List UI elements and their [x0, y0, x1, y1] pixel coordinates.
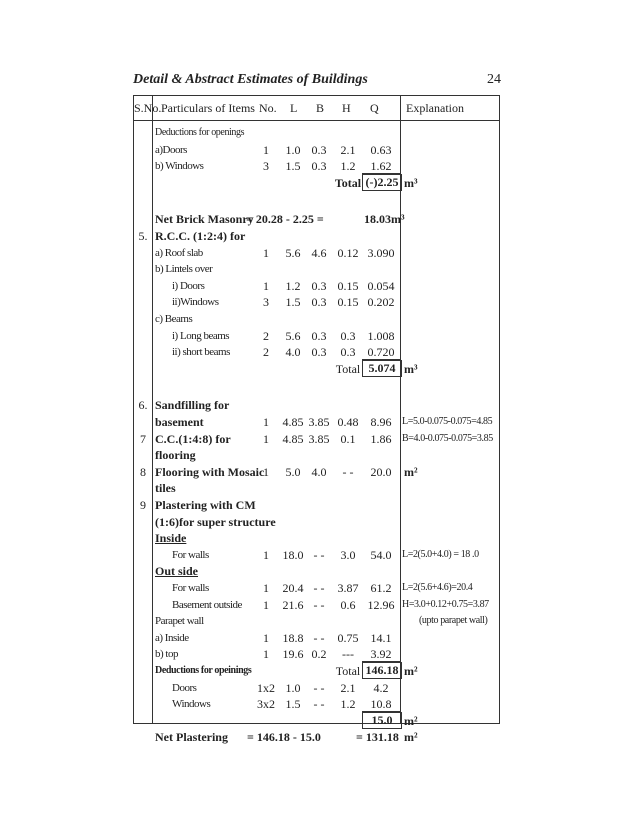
q-cell: 1.008: [367, 329, 395, 343]
explanation-cell: L=2(5.6+4.6)=20.4: [402, 582, 473, 593]
l-cell: 5.0: [285, 465, 301, 479]
h-cell: 0.3: [340, 329, 356, 343]
h-cell: 0.3: [340, 345, 356, 359]
h-cell: Total: [335, 664, 361, 678]
no-cell: 2: [263, 329, 269, 343]
col-header-explanation: Explanation: [406, 101, 464, 115]
l-cell: 20.4: [282, 581, 304, 595]
sno-cell: 8: [140, 465, 146, 479]
no-cell: 1: [263, 143, 269, 157]
b-cell: - -: [313, 697, 325, 711]
q-cell: 5.074: [362, 360, 402, 377]
l-cell: 1.2: [285, 279, 301, 293]
particulars-cell: (1:6)for super structure: [155, 515, 276, 529]
l-cell: 18.0: [282, 548, 304, 562]
l-cell: 1.5: [285, 159, 301, 173]
no-cell: 1: [263, 581, 269, 595]
b-cell: 0.3: [311, 345, 327, 359]
col-header-q: Q: [370, 101, 379, 115]
b-cell: 0.3: [311, 279, 327, 293]
formula-cell: = 146.18 - 15.0: [247, 730, 321, 744]
l-cell: 4.85: [282, 415, 304, 429]
q-cell: 14.1: [370, 631, 392, 645]
explanation-cell: m³: [404, 362, 418, 376]
b-cell: 4.0: [311, 465, 327, 479]
book-title: Detail & Abstract Estimates of Buildings: [133, 72, 368, 87]
q-cell: (-)2.25: [362, 174, 402, 191]
q-cell: 0.054: [367, 279, 395, 293]
h-cell: - -: [342, 465, 354, 479]
h-cell: 3.87: [337, 581, 359, 595]
table-bottom-border: [133, 723, 500, 724]
h-cell: 0.15: [337, 295, 359, 309]
particulars-cell: ii)Windows: [172, 296, 219, 308]
header-bottom-border: [133, 120, 500, 121]
no-cell: 1x2: [257, 681, 275, 695]
particulars-cell: Doors: [172, 682, 197, 694]
no-cell: 3: [263, 295, 269, 309]
particulars-cell: b) Windows: [155, 160, 204, 172]
particulars-cell: a)Doors: [155, 144, 187, 156]
b-cell: - -: [313, 598, 325, 612]
l-cell: 21.6: [282, 598, 304, 612]
particulars-cell: R.C.C. (1:2:4) for: [155, 229, 246, 243]
particulars-cell: For walls: [172, 582, 209, 594]
particulars-cell: Out side: [155, 564, 199, 578]
q-cell: 0.720: [362, 345, 400, 360]
l-cell: 5.6: [285, 329, 301, 343]
q-cell: 8.96: [370, 415, 392, 429]
particulars-cell: i) Long beams: [172, 330, 230, 342]
h-cell: 3.0: [340, 548, 356, 562]
b-cell: - -: [313, 548, 325, 562]
particulars-cell: ii) short beams: [172, 346, 230, 358]
b-cell: 3.85: [308, 432, 330, 446]
no-cell: 1: [263, 279, 269, 293]
col-header-no: No.: [259, 101, 277, 115]
q-cell: 15.0: [362, 712, 402, 729]
no-cell: 1: [263, 647, 269, 661]
col-header-h: H: [342, 101, 351, 115]
explanation-cell: H=3.0+0.12+0.75=3.87: [402, 599, 489, 610]
b-cell: - -: [313, 631, 325, 645]
col-header-l: L: [290, 101, 298, 115]
l-cell: 1.0: [285, 143, 301, 157]
l-cell: 4.0: [285, 345, 301, 359]
sno-cell: 6.: [138, 398, 148, 412]
h-cell: 0.12: [337, 246, 359, 260]
q-cell: 3.92: [362, 647, 400, 662]
q-cell: 3.090: [367, 246, 395, 260]
formula-unit-cell: m²: [404, 730, 418, 744]
q-cell: 20.0: [370, 465, 392, 479]
formula-cell: = 20.28 - 2.25 =: [246, 212, 324, 226]
q-cell: 1.62: [362, 159, 400, 174]
particulars-cell: b) top: [155, 648, 178, 660]
particulars-cell: flooring: [155, 448, 196, 462]
l-cell: 5.6: [285, 246, 301, 260]
explanation-cell: (upto parapet wall): [419, 615, 488, 626]
h-cell: 0.1: [340, 432, 356, 446]
b-cell: 0.3: [311, 159, 327, 173]
h-cell: 0.6: [340, 598, 356, 612]
b-cell: 0.2: [311, 647, 327, 661]
col-header-b: B: [316, 101, 325, 115]
b-cell: 4.6: [311, 246, 327, 260]
h-cell: 1.2: [340, 159, 356, 173]
h-cell: 2.1: [340, 681, 356, 695]
particulars-cell: basement: [155, 415, 204, 429]
particulars-cell: b) Lintels over: [155, 263, 213, 275]
h-cell: 2.1: [340, 143, 356, 157]
particulars-cell: Flooring with Mosaic: [155, 465, 265, 479]
particulars-cell: Parapet wall: [155, 615, 204, 627]
no-cell: 1: [263, 415, 269, 429]
no-cell: 1: [263, 465, 269, 479]
particulars-cell: a) Roof slab: [155, 247, 203, 259]
q-cell: 0.202: [367, 295, 395, 309]
b-cell: 0.3: [311, 329, 327, 343]
sno-cell: 5.: [138, 229, 148, 243]
h-cell: 0.48: [337, 415, 359, 429]
particulars-cell: tiles: [155, 481, 176, 495]
q-cell: 61.2: [370, 581, 392, 595]
particulars-cell: For walls: [172, 549, 209, 561]
explanation-cell: m²: [404, 465, 418, 479]
particulars-cell: C.C.(1:4:8) for: [155, 432, 231, 446]
no-cell: 3: [263, 159, 269, 173]
explanation-cell: m²: [404, 664, 418, 678]
q-cell: 1.86: [370, 432, 392, 446]
l-cell: 4.85: [282, 432, 304, 446]
right-border: [499, 95, 500, 724]
particulars-cell: Windows: [172, 698, 211, 710]
no-cell: 1: [263, 631, 269, 645]
particulars-cell: Plastering with CM: [155, 498, 256, 512]
b-cell: 3.85: [308, 415, 330, 429]
l-cell: 1.5: [285, 295, 301, 309]
col-header-particulars: Particulars of Items: [161, 101, 255, 115]
no-cell: 1: [263, 598, 269, 612]
l-cell: 1.0: [285, 681, 301, 695]
h-cell: Total: [334, 176, 362, 190]
explanation-cell: m³: [404, 176, 418, 190]
explanation-cell: B=4.0-0.075-0.075=3.85: [402, 433, 493, 444]
h-cell: Total: [335, 362, 361, 376]
no-cell: 2: [263, 345, 269, 359]
particulars-cell: c) Beams: [155, 313, 193, 325]
particulars-cell: a) Inside: [155, 632, 189, 644]
l-cell: 1.5: [285, 697, 301, 711]
b-cell: 0.3: [311, 143, 327, 157]
h-cell: 0.15: [337, 279, 359, 293]
b-cell: 0.3: [311, 295, 327, 309]
l-cell: 19.6: [282, 647, 304, 661]
no-cell: 1: [263, 246, 269, 260]
particulars-cell: i) Doors: [172, 280, 205, 292]
no-cell: 1: [263, 432, 269, 446]
q-cell: 4.2: [373, 681, 389, 695]
formula-value-cell: = 131.18: [356, 730, 399, 744]
particulars-cell: Sandfilling for: [155, 398, 230, 412]
b-cell: - -: [313, 581, 325, 595]
sno-cell: 7: [140, 432, 146, 446]
sno-divider: [152, 95, 153, 724]
explanation-cell: m²: [404, 714, 418, 728]
table-top-border: [133, 95, 500, 96]
particulars-cell: Net Brick Masonry: [155, 212, 254, 226]
sno-cell: 9: [140, 498, 146, 512]
particulars-cell: Inside: [155, 531, 187, 545]
page-number: 24: [487, 72, 501, 87]
q-cell: 146.18: [362, 662, 402, 679]
col-header-sno: S.No.: [134, 101, 162, 115]
explanation-cell: L=2(5.0+4.0) = 18 .0: [402, 549, 479, 560]
particulars-cell: Basement outside: [172, 599, 242, 611]
l-cell: 18.8: [282, 631, 304, 645]
formula-value-cell: 18.03m³: [364, 212, 405, 226]
h-cell: 0.75: [337, 631, 359, 645]
h-cell: ---: [342, 647, 354, 661]
h-cell: 1.2: [340, 697, 356, 711]
explanation-cell: L=5.0-0.075-0.075=4.85: [402, 416, 493, 427]
q-cell: 10.8: [362, 697, 400, 712]
b-cell: - -: [313, 681, 325, 695]
q-cell: 0.63: [370, 143, 392, 157]
particulars-cell: Net Plastering: [155, 730, 228, 744]
no-cell: 1: [263, 548, 269, 562]
q-cell: 54.0: [370, 548, 392, 562]
q-cell: 12.96: [367, 598, 395, 612]
no-cell: 3x2: [257, 697, 275, 711]
particulars-cell: Deductions for openings: [155, 127, 245, 138]
particulars-cell: Deductions for opeinings: [155, 665, 252, 676]
